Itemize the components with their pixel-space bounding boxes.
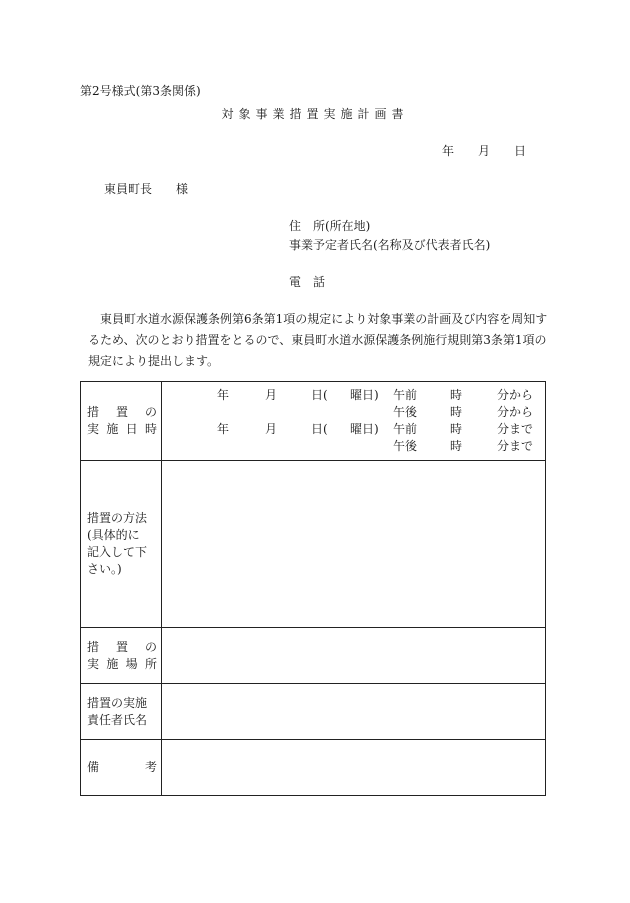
method-label-line4: さい。): [87, 562, 122, 576]
responsible-label-line1: 措置の実施: [87, 695, 148, 710]
measure-plan-table: [80, 381, 546, 796]
start-month: 月: [265, 388, 278, 402]
start-day: 日(: [311, 388, 328, 402]
end-day: 日(: [311, 422, 328, 436]
start-weekday: 曜日): [350, 388, 379, 402]
end-am-until: 分まで: [497, 422, 534, 436]
method-label-line1: 措置の方法: [87, 511, 148, 525]
phone-label: 電 話: [289, 275, 326, 289]
schedule-label: [81, 382, 162, 461]
place-value[interactable]: [162, 628, 546, 684]
date-month: 月: [478, 144, 491, 158]
date-year: 年: [442, 144, 455, 158]
form-number: 第2号様式(第3条関係): [80, 84, 201, 98]
end-am-hour: 時: [450, 422, 463, 436]
method-value[interactable]: [162, 461, 546, 628]
method-label-line2: (具体的に: [87, 528, 140, 542]
place-label-line1: 措 置 の: [87, 639, 157, 654]
body-paragraph: 東員町水道水源保護条例第6条第1項の規定により対象事業の計画及び内容を周知するため、次のとおり措置をとるので、東員町水道水源保護条例施行規則第3条第1項の規定により提出します。: [88, 312, 548, 368]
method-label-line3: 記入して下: [87, 545, 148, 559]
end-pm-hour: 時: [450, 439, 463, 453]
start-am: 午前: [393, 388, 418, 402]
remarks-row: [81, 740, 546, 796]
start-am-from: 分から: [497, 388, 534, 402]
schedule-row: [81, 382, 546, 461]
submission-date: [442, 142, 526, 159]
remarks-value[interactable]: [162, 740, 546, 796]
schedule-label-line2: 実 施 日 時: [87, 422, 157, 436]
responsible-label-line2: 責任者氏名: [87, 712, 148, 727]
schedule-label-line1: 措 置 の: [87, 405, 157, 419]
start-pm-from: 分から: [497, 405, 534, 419]
end-year: 年: [217, 422, 230, 436]
method-row: [81, 461, 546, 628]
end-pm-until: 分まで: [497, 439, 534, 453]
document-title: 対象事業措置実施計画書: [221, 107, 409, 121]
place-row: [81, 628, 546, 684]
date-day: 日: [514, 144, 527, 158]
end-weekday: 曜日): [350, 422, 379, 436]
applicant-name-label: 事業予定者氏名(名称及び代表者氏名): [289, 238, 491, 252]
end-pm: 午後: [393, 439, 418, 453]
end-month: 月: [265, 422, 278, 436]
responsible-value[interactable]: [162, 684, 546, 740]
start-pm: 午後: [393, 405, 418, 419]
recipient: [104, 180, 188, 197]
start-year: 年: [217, 388, 230, 402]
remarks-label-text: 備 考: [87, 760, 157, 774]
address-label: 住 所(所在地): [289, 219, 371, 233]
schedule-value[interactable]: [162, 382, 546, 461]
recipient-name: 東員町長: [104, 182, 153, 196]
recipient-honorific: 様: [176, 182, 189, 196]
method-label: [81, 461, 162, 628]
place-label-line2: 実 施 場 所: [87, 656, 157, 671]
start-pm-hour: 時: [450, 405, 463, 419]
responsible-label: [81, 684, 162, 740]
responsible-row: [81, 684, 546, 740]
end-am: 午前: [393, 422, 418, 436]
place-label: [81, 628, 162, 684]
start-am-hour: 時: [450, 388, 463, 402]
remarks-label: [81, 740, 162, 796]
